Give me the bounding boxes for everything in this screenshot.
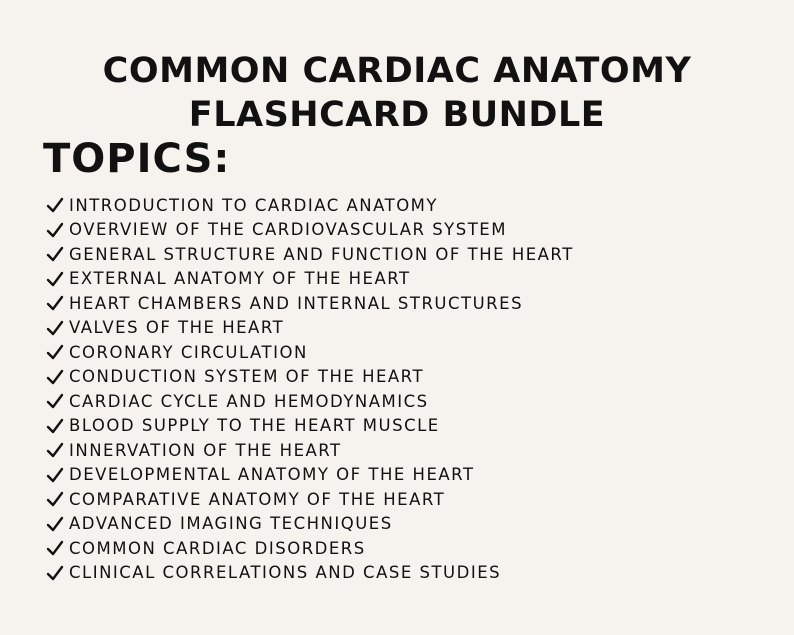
check-icon	[45, 318, 65, 338]
topic-label: INNERVATION OF THE HEART	[69, 440, 342, 460]
topic-label: COMPARATIVE ANATOMY OF THE HEART	[69, 489, 446, 509]
check-icon	[45, 514, 65, 534]
topic-label: ADVANCED IMAGING TECHNIQUES	[69, 514, 393, 534]
page-title	[0, 49, 794, 137]
topic-label: CORONARY CIRCULATION	[69, 342, 308, 362]
check-icon	[45, 269, 65, 289]
topic-item	[45, 389, 574, 414]
topic-item	[45, 512, 574, 537]
check-icon	[45, 563, 65, 583]
check-icon	[45, 220, 65, 240]
topic-item	[45, 487, 574, 512]
topic-label: CLINICAL CORRELATIONS AND CASE STUDIES	[69, 563, 502, 583]
topic-label: CARDIAC CYCLE AND HEMODYNAMICS	[69, 391, 429, 411]
topic-item	[45, 218, 574, 243]
topic-label: CONDUCTION SYSTEM OF THE HEART	[69, 367, 425, 387]
topic-item	[45, 340, 574, 365]
topic-label: EXTERNAL ANATOMY OF THE HEART	[69, 269, 411, 289]
check-icon	[45, 489, 65, 509]
topic-list	[45, 193, 574, 585]
check-icon	[45, 440, 65, 460]
topic-item	[45, 267, 574, 292]
topic-label: VALVES OF THE HEART	[69, 318, 285, 338]
topic-item	[45, 561, 574, 586]
topic-item	[45, 291, 574, 316]
topic-label: GENERAL STRUCTURE AND FUNCTION OF THE HEART	[69, 244, 574, 264]
topic-label: COMMON CARDIAC DISORDERS	[69, 538, 366, 558]
check-icon	[45, 465, 65, 485]
topic-item	[45, 242, 574, 267]
topic-label: DEVELOPMENTAL ANATOMY OF THE HEART	[69, 465, 475, 485]
check-icon	[45, 367, 65, 387]
check-icon	[45, 391, 65, 411]
check-icon	[45, 293, 65, 313]
topic-item	[45, 438, 574, 463]
topic-item	[45, 316, 574, 341]
topic-label: INTRODUCTION TO CARDIAC ANATOMY	[69, 195, 438, 215]
topic-item	[45, 536, 574, 561]
topic-item	[45, 463, 574, 488]
title-line-2: FLASHCARD BUNDLE	[188, 95, 606, 136]
topic-item	[45, 365, 574, 390]
topic-item	[45, 414, 574, 439]
check-icon	[45, 416, 65, 436]
topic-label: BLOOD SUPPLY TO THE HEART MUSCLE	[69, 416, 440, 436]
check-icon	[45, 342, 65, 362]
check-icon	[45, 244, 65, 264]
title-line-1: COMMON CARDIAC ANATOMY	[102, 51, 692, 92]
topic-item	[45, 193, 574, 218]
topic-label: HEART CHAMBERS AND INTERNAL STRUCTURES	[69, 293, 524, 313]
topics-heading: TOPICS:	[43, 136, 231, 182]
topic-label: OVERVIEW OF THE CARDIOVASCULAR SYSTEM	[69, 220, 507, 240]
check-icon	[45, 195, 65, 215]
check-icon	[45, 538, 65, 558]
